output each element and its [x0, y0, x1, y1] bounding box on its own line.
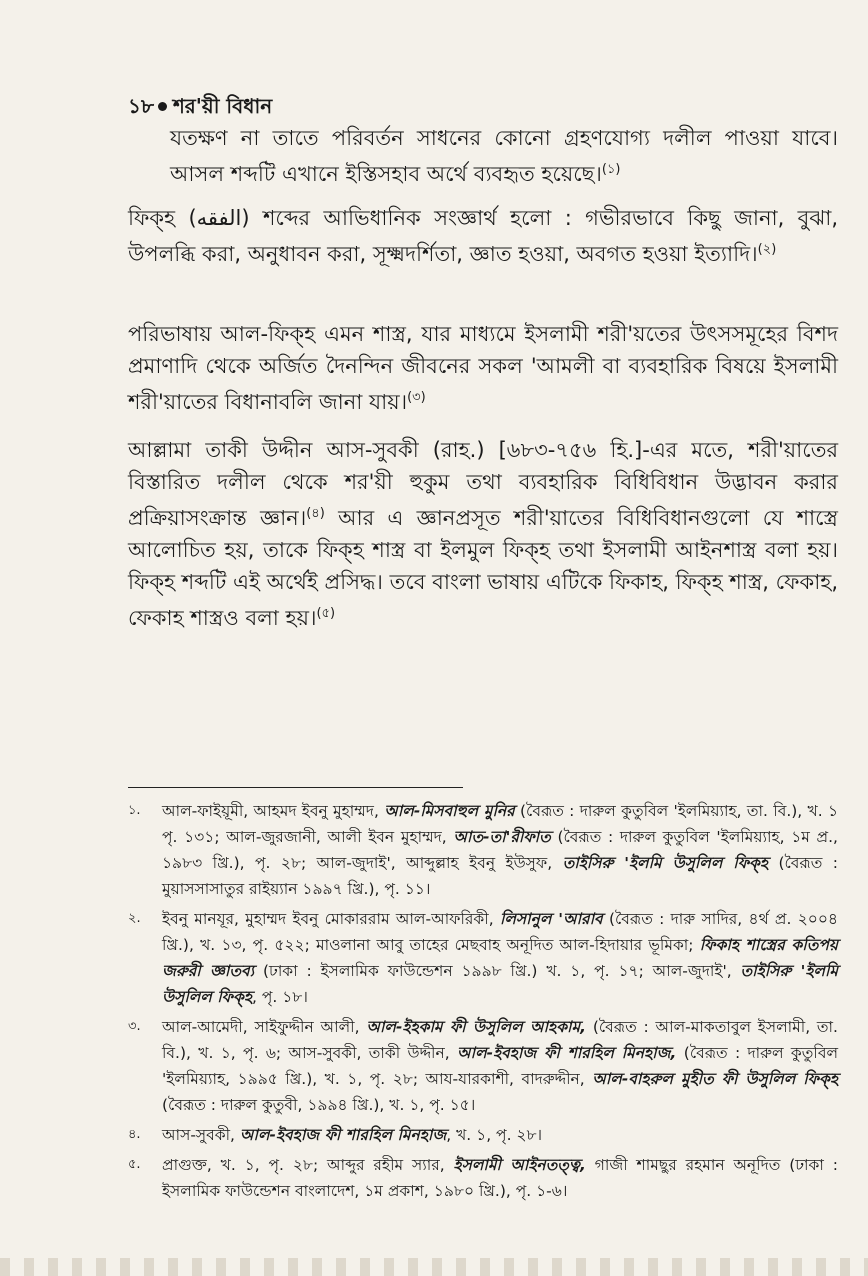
paragraph-2: ফিক্হ (الفقه) শব্দের আভিধানিক সংজ্ঞার্থ হলো : গভীরভাবে কিছু জানা, বুঝা, উপলব্ধি করা, অনুধাবন করা, সূক্ষ্মদর্শিতা, জ্ঞাত হওয়া, অবগত হওয়া ইত্যাদি।$^{(২)}$: [128, 206, 838, 266]
footnote-ref-2: (২): [757, 242, 777, 257]
footnote-4: ৪. আস-সুবকী, আল-ইবহাজ ফী শারহিল মিনহাজ, খ. ১, পৃ. ২৮।: [128, 1126, 543, 1144]
paragraph-1: যতক্ষণ না তাতে পরিবর্তন সাধনের কোনো গ্রহণযোগ্য দলীল পাওয়া যাবে। আসল শব্দটি এখানে ইস্তিসহাব অর্থে ব্যবহৃত হয়েছে।$^{(১)}$: [170, 126, 838, 186]
footnote-ref-3: (৩): [407, 390, 426, 405]
footnote-ref-4: (৪): [306, 506, 325, 521]
running-header: [128, 92, 272, 125]
decorative-border: [0, 1258, 868, 1276]
footnote-2: ২. ইবনু মানযূর, মুহাম্মদ ইবনু মোকাররাম আল-আফরিকী, লিসানুল 'আরাব (বৈরূত : দারু সাদির, ৪র্থ প্র. ২০০৪ খ্রি.), খ. ১৩, পৃ. ৫২২; মাওলানা আবু তাহের মেছবাহ অনূদিত আল-হিদায়ার ভূমিকা; ফিকাহ শাস্ত্রের কতিপয় জরুরী জ্ঞাতব্য (ঢাকা : ইসলামিক ফাউন্ডেশন ১৯৯৮ খ্রি.) খ. ১, পৃ. ১৭; আল-জুদাই', তাইসিরু 'ইলমি উসুলিল ফিক্হ, পৃ. ১৮।: [128, 910, 838, 1006]
chapter-title: শর'য়ী বিধান: [172, 94, 273, 118]
page-number: ১৮: [128, 94, 154, 118]
bullet-dot-icon: [158, 102, 167, 111]
footnote-5: ৫. প্রাগুক্ত, খ. ১, পৃ. ২৮; আব্দুর রহীম স্যার, ইসলামী আইনতত্ত্ব, গাজী শামছুর রহমান অনূদিত (ঢাকা : ইসলামিক ফাউন্ডেশন বাংলাদেশ, ১ম প্রকাশ, ১৯৮০ খ্রি.), পৃ. ১-৬।: [128, 1156, 838, 1200]
footnotes: [128, 798, 838, 1208]
footnote-divider: [128, 787, 463, 788]
footnote-3: ৩. আল-আমেদী, সাইফুদ্দীন আলী, আল-ইহকাম ফী উসুলিল আহকাম, (বৈরূত : আল-মাকতাবুল ইসলামী, তা. বি.), খ. ১, পৃ. ৬; আস-সুবকী, তাকী উদ্দীন, আল-ইবহাজ ফী শারহিল মিনহাজ, (বৈরূত : দারুল কুতুবিল 'ইলমিয়্যাহ, ১৯৯৫ খ্রি.), খ. ১, পৃ. ২৮; আয-যারকাশী, বাদরুদ্দীন, আল-বাহরুল মুহীত ফী উসুলিল ফিক্হ (বৈরূত : দারুল কুতুবী, ১৯৯৪ খ্রি.), খ. ১, পৃ. ১৫।: [128, 1018, 839, 1114]
footnote-ref-5: (৫): [316, 606, 336, 621]
footnote-1: ১. আল-ফাইয়ূমী, আহমদ ইবনু মুহাম্মদ, আল-মিসবাহুল মুনির (বৈরূত : দারুল কুতুবিল 'ইলমিয়্যাহ, তা. বি.), খ. ১ পৃ. ১৩১; আল-জুরজানী, আলী ইবন মুহাম্মদ, আত-তা'রীফাত (বৈরূত : দারুল কুতুবিল 'ইলমিয়্যাহ, ১ম প্র., ১৯৮৩ খ্রি.), পৃ. ২৮; আল-জুদাই', আব্দুল্লাহ ইবনু ইউসুফ, তাইসিরু 'ইলমি উসুলিল ফিক্হ (বৈরূত : মুয়াসসাসাতুর রাইয়্যান ১৯৯৭ খ্রি.), পৃ. ১১।: [128, 802, 839, 898]
paragraph-3: পরিভাষায় আল-ফিক্হ এমন শাস্ত্র, যার মাধ্যমে ইসলামী শরী'য়তের উৎসসমূহের বিশদ প্রমাণাদি থেকে অর্জিত দৈনন্দিন জীবনের সকল 'আমলী বা ব্যবহারিক বিষয়ে ইসলামী শরী'য়াতের বিধানাবলি জানা যায়।$^{(৩)}$: [128, 322, 838, 414]
footnote-ref-1: (১): [601, 162, 621, 177]
paragraph-4: আল্লামা তাকী উদ্দীন আস-সুবকী (রাহ.) [৬৮৩-৭৫৬ হি.]-এর মতে, শরী'য়াতের বিস্তারিত দলীল থেকে শর'য়ী হুকুম তথা ব্যবহারিক বিধিবিধান উদ্ভাবন করার প্রক্রিয়াসংক্রান্ত জ্ঞান।$^{(৪)}$ আর এ জ্ঞানপ্রসূত শরী'য়াতের বিধিবিধানগুলো যে শাস্ত্রে আলোচিত হয়, তাকে ফিক্হ শাস্ত্র বা ইলমুল ফিক্হ তথা ইসলামী আইনশাস্ত্র বলা হয়। ফিক্হ শব্দটি এই অর্থেই প্রসিদ্ধ। তবে বাংলা ভাষায় এটিকে ফিকাহ, ফিক্হ শাস্ত্র, ফেকাহ, ফেকাহ শাস্ত্রও বলা হয়।$^{(৫)}$: [128, 438, 839, 630]
